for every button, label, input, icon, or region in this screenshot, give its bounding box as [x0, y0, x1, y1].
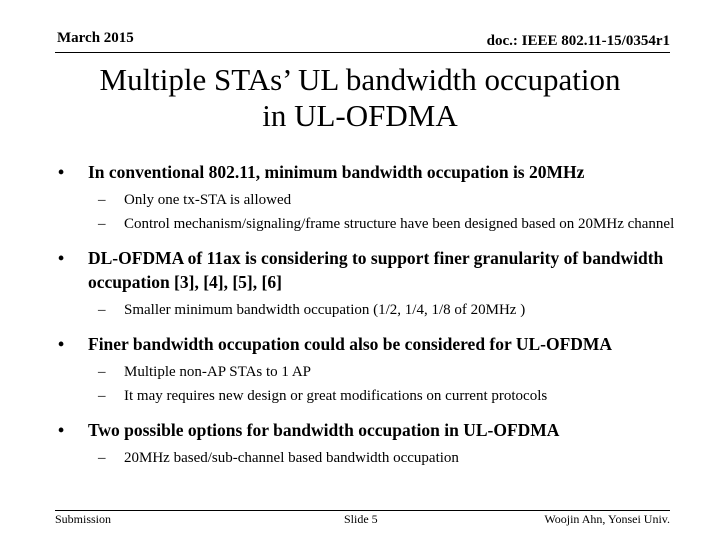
- bullet-text: Finer bandwidth occupation could also be considered for UL-OFDMA: [88, 334, 613, 354]
- dash-icon: –: [98, 364, 106, 380]
- sub-bullet-item: [58, 190, 688, 210]
- footer-submission: Submission: [55, 512, 112, 526]
- sub-bullet-item: [58, 448, 688, 468]
- bullet-text: Two possible options for bandwidth occupation in UL-OFDMA: [88, 420, 560, 440]
- bullet-item: [58, 160, 688, 184]
- dash-icon: –: [98, 450, 106, 466]
- footer-author: Woojin Ahn, Yonsei Univ.: [544, 512, 670, 526]
- dash-icon: –: [98, 388, 106, 404]
- slide-body: [58, 160, 688, 468]
- dash-icon: –: [98, 192, 106, 208]
- sub-bullet-item: [58, 300, 688, 320]
- slide-title-line-1: Multiple STAs’ UL bandwidth occupation: [99, 62, 621, 97]
- bullet-item: [58, 246, 688, 294]
- bullet-text: DL-OFDMA of 11ax is considering to support finer granularity of bandwidth occupation [3], [4], [5], [6]: [88, 248, 664, 292]
- dash-icon: –: [98, 302, 106, 318]
- sub-bullet-item: [58, 362, 688, 382]
- bullet-text: In conventional 802.11, minimum bandwidth occupation is 20MHz: [88, 162, 585, 182]
- bullet-icon: •: [58, 420, 65, 440]
- bullet-item: [58, 332, 688, 356]
- sub-bullet-text: Smaller minimum bandwidth occupation (1/2, 1/4, 1/8 of 20MHz ): [124, 302, 526, 318]
- sub-bullet-item: [58, 214, 688, 234]
- sub-bullet-text: Only one tx-STA is allowed: [124, 192, 292, 208]
- bullet-icon: •: [58, 162, 65, 182]
- header-date: March 2015: [57, 30, 134, 46]
- sub-bullet-text: 20MHz based/sub-channel based bandwidth occupation: [124, 450, 459, 466]
- footer-slide-number: Slide 5: [344, 512, 378, 526]
- sub-bullet-text: It may requires new design or great modifications on current protocols: [124, 388, 548, 404]
- bullet-icon: •: [58, 248, 65, 268]
- header-doc-id: doc.: IEEE 802.11-15/0354r1: [486, 33, 670, 49]
- sub-bullet-text: Multiple non-AP STAs to 1 AP: [124, 364, 312, 380]
- dash-icon: –: [98, 216, 106, 232]
- footer-divider: [55, 510, 670, 511]
- bullet-icon: •: [58, 334, 65, 354]
- bullet-item: [58, 418, 688, 442]
- slide-title: [40, 62, 680, 134]
- sub-bullet-text: Control mechanism/signaling/frame structure have been designed based on 20MHz channel: [124, 216, 675, 232]
- slide-title-line-2: in UL-OFDMA: [262, 98, 458, 133]
- sub-bullet-item: [58, 386, 688, 406]
- header-divider: [55, 52, 670, 53]
